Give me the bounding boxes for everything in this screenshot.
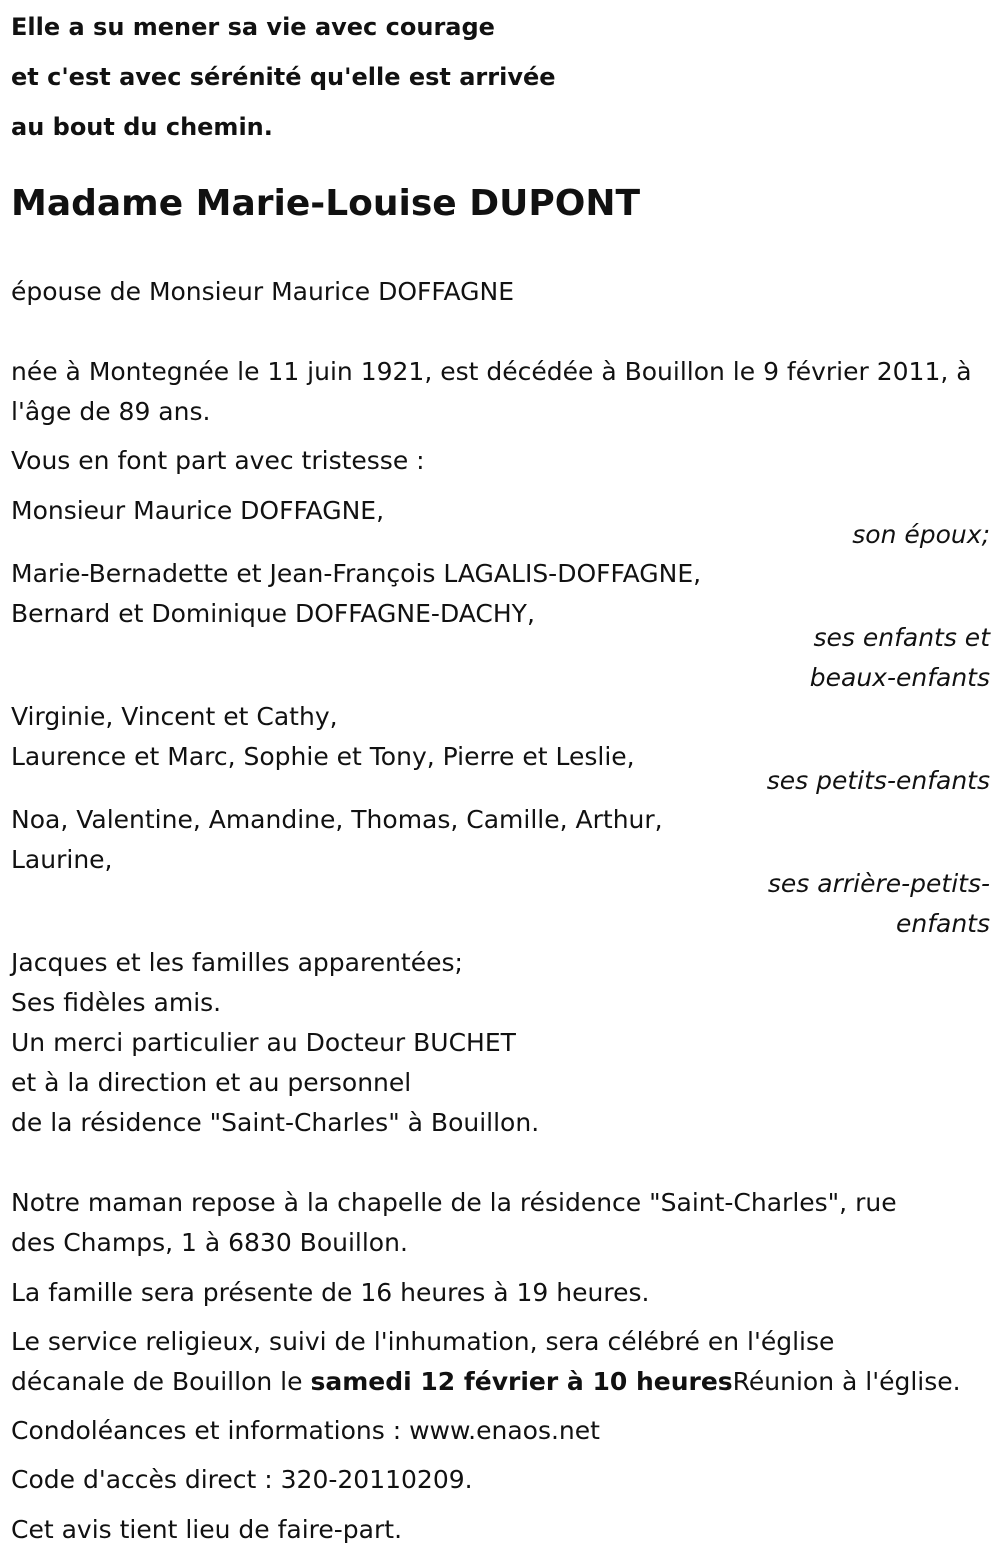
quote-line: et c'est avec sérénité qu'elle est arrivée (11, 63, 556, 91)
deceased-name: Madame Marie-Louise DUPONT (11, 183, 641, 224)
husband-role: son époux; (852, 520, 990, 549)
access-code-line: Code d'accès direct : 320-20110209. (11, 1465, 473, 1494)
quote-line: Elle a su mener sa vie avec courage (11, 13, 495, 41)
service-date: samedi 12 février à 10 heures (310, 1367, 733, 1396)
great-grandchildren-role: ses arrière-petits- (767, 869, 990, 898)
others-line: Jacques et les familles apparentées; (11, 948, 463, 977)
rest-line: Notre maman repose à la chapelle de la résidence "Saint-Charles", rue (11, 1188, 897, 1217)
children-name: Marie-Bernadette et Jean-François LAGALIS-DOFFAGNE, (11, 559, 702, 588)
service-meeting: Réunion à l'église. (732, 1367, 961, 1396)
grandchildren-role: ses petits-enfants (766, 766, 990, 795)
great-grandchildren-role: enfants (895, 909, 990, 938)
spouse-line: épouse de Monsieur Maurice DOFFAGNE (11, 277, 515, 306)
service-text: décanale de Bouillon le (11, 1367, 311, 1396)
condolences-line: Condoléances et informations : www.enaos.net (11, 1416, 600, 1445)
intro-line: Vous en font part avec tristesse : (11, 446, 425, 475)
children-role: ses enfants et (813, 623, 990, 652)
great-grandchildren-name: Laurine, (11, 845, 113, 874)
others-line: de la résidence "Saint-Charles" à Bouillon. (11, 1108, 540, 1137)
husband-name: Monsieur Maurice DOFFAGNE, (11, 496, 385, 525)
closing-line: Cet avis tient lieu de faire-part. (11, 1515, 403, 1544)
quote-line: au bout du chemin. (11, 113, 273, 141)
children-name: Bernard et Dominique DOFFAGNE-DACHY, (11, 599, 535, 628)
presence-line: La famille sera présente de 16 heures à 19 heures. (11, 1278, 650, 1307)
others-line: Ses fidèles amis. (11, 988, 222, 1017)
grandchildren-name: Virginie, Vincent et Cathy, (11, 702, 338, 731)
service-line-1: Le service religieux, suivi de l'inhumation, sera célébré en l'église (11, 1327, 835, 1356)
birth-death-line-1: née à Montegnée le 11 juin 1921, est décédée à Bouillon le 9 février 2011, à (11, 357, 972, 386)
grandchildren-name: Laurence et Marc, Sophie et Tony, Pierre et Leslie, (11, 742, 635, 771)
opening-quote (11, 2, 556, 152)
others-line: et à la direction et au personnel (11, 1068, 412, 1097)
rest-line: des Champs, 1 à 6830 Bouillon. (11, 1228, 408, 1257)
service-line-2 (11, 1362, 961, 1402)
birth-death-line-2: l'âge de 89 ans. (11, 397, 211, 426)
children-role: beaux-enfants (809, 663, 990, 692)
others-line: Un merci particulier au Docteur BUCHET (11, 1028, 516, 1057)
great-grandchildren-name: Noa, Valentine, Amandine, Thomas, Camille, Arthur, (11, 805, 663, 834)
